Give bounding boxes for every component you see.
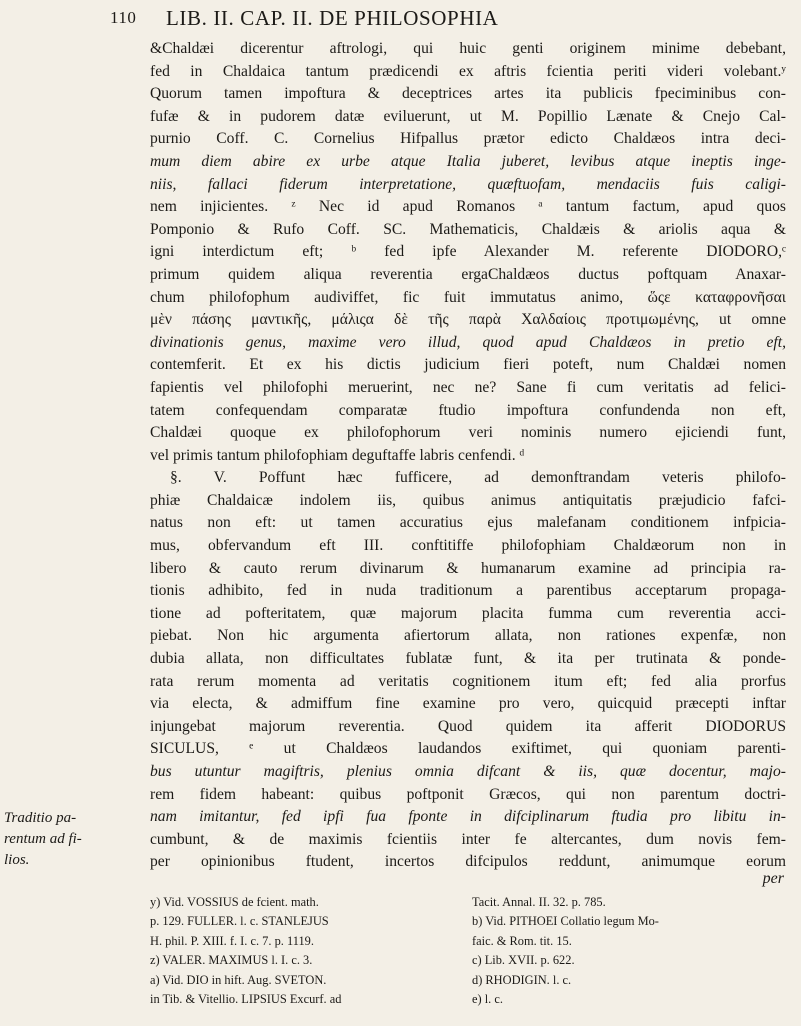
catchword: per	[762, 870, 784, 887]
text-line: contemferit. Et ex his dictis judicium fieri poteft, num Chaldæi nomen	[150, 356, 786, 374]
text-line: libero & cauto rerum divinarum & humanarum examine ad principia ra-	[150, 559, 786, 577]
text-line: divinationis genus, maxime vero illud, quod apud Chaldæos in pretio eft,	[150, 333, 786, 351]
text-line: &Chaldæi dicerentur aftrologi, qui huic genti originem minime debebant,	[150, 40, 786, 57]
text-line: mum diem abire ex urbe atque Italia juberet, levibus atque ineptis inge-	[150, 152, 786, 170]
running-title: LIB. II. CAP. II. DE PHILOSOPHIA	[166, 6, 499, 30]
paragraph-2	[150, 467, 786, 874]
margin-note	[4, 808, 94, 871]
text-line: phiæ Chaldaicæ indolem iis, quibus animus antiquitatis præjudicio fafci-	[150, 491, 786, 509]
text-line: purnio Coff. C. Cornelius Hifpallus prætor edicto Chaldæos intra deci-	[150, 130, 786, 148]
footnote-line: faic. & Rom. tit. 15.	[472, 933, 572, 948]
text-line: via electa, & admiffum fine examine pro vero, quicquid præcepti inftar	[150, 695, 786, 713]
footnote-line: e) l. c.	[472, 992, 503, 1007]
text-line: primum quidem aliqua reverentia ergaChaldæos ductus poftquam Anaxar-	[150, 265, 786, 283]
footnotes-right-column	[472, 893, 788, 1009]
text-line: Pomponio & Rufo Coff. SC. Mathematicis, Chaldæis & ariolis aqua &	[150, 220, 786, 238]
text-line: fed in Chaldaica tantum prædicendi ex aftris fcientia periti videri volebant.ʸ	[150, 62, 786, 80]
text-line: Chaldæi quoque ex philofophorum veri nominis numero ejiciendi funt,	[150, 424, 786, 442]
footnote-line: z) VALER. MAXIMUS l. I. c. 3.	[150, 953, 313, 968]
margin-note-line: rentum ad fi-	[4, 831, 82, 847]
text-line: igni interdictum eft; ᵇ fed ipfe Alexander M. referente DIODORO,ᶜ	[150, 243, 786, 261]
text-line: niis, fallaci fiderum interpretatione, quæftuofam, mendaciis fuis caligi-	[150, 175, 786, 193]
text-line: piebat. Non hic argumenta afiertorum allata, non rationes expenfæ, non	[150, 627, 786, 645]
text-line: cumbunt, & de maximis fcientiis inter fe altercantes, dum novis fem-	[150, 830, 786, 848]
text-line: rem fidem habeant: quibus poftponit Græcos, qui non parentum doctri-	[150, 785, 786, 803]
footnote-line: a) Vid. DIO in hift. Aug. SVETON.	[150, 972, 327, 987]
footnote-line: p. 129. FULLER. l. c. STANLEJUS	[150, 914, 329, 929]
text-line: μὲν πάσης μαντικῆς, μάλιςα δὲ τῆς παρὰ Χαλδαίοις πρoτιμωμένης, ut omne	[150, 311, 786, 329]
footnote-line: y) Vid. VOSSIUS de fcient. math.	[150, 895, 319, 909]
text-line: vel primis tantum philofophiam deguftaffe labris cenfendi. ᵈ	[150, 446, 525, 464]
text-line: §. V. Poffunt hæc fufficere, ad demonftrandam veteris philofo-	[170, 469, 786, 487]
page-number: 110	[110, 8, 137, 27]
text-line: dubia allata, non difficultates fublatæ funt, & ita per trutinata & ponde-	[150, 650, 786, 668]
text-line: tione ad pofteritatem, quæ majorum placita fumma cum reverentia acci-	[150, 604, 786, 622]
margin-note-line: Traditio pa-	[4, 810, 77, 826]
text-line: SICULUS, ᵉ ut Chaldæos laudandos exiftimet, qui quoniam parenti-	[150, 740, 786, 758]
text-line: Quorum tamen impoftura & deceptrices artes ita publicis fpeciminibus con-	[150, 85, 786, 103]
text-line: nam imitantur, fed ipfi fua fponte in difciplinarum ftudia pro libitu in-	[150, 808, 786, 826]
footnotes-left-column	[150, 893, 466, 1009]
margin-note-line: lios.	[4, 852, 30, 868]
text-line: fufæ & in pudorem datæ eviluerunt, ut M. Popillio Lænate & Cnejo Cal-	[150, 107, 786, 125]
text-line: fapientis vel philofophi meruerint, nec ne? Sane fi cum veritatis ad felici-	[150, 378, 786, 396]
footnote-line: Tacit. Annal. II. 32. p. 785.	[472, 895, 606, 909]
paragraph-1	[150, 38, 786, 467]
text-line: natus non eft: ut tamen accuratius ejus malefanam conditionem infpicia-	[150, 514, 786, 532]
text-line: injungebat majorum reverentia. Quod quidem ita afferit DIODORUS	[150, 717, 786, 735]
text-line: rata rerum momenta ad veritatis cognitionem itum eft; fed alia prorfus	[150, 672, 786, 690]
text-line: nem injicientes. ᶻ Nec id apud Romanos ᵃ tantum factum, apud quos	[150, 198, 786, 216]
main-text	[150, 38, 786, 874]
footnote-line: b) Vid. PITHOEI Collatio legum Mo-	[472, 914, 659, 929]
text-line: mus, obfervandum eft III. conftitiffe philofophiam Chaldæorum non in	[150, 537, 786, 555]
footnote-line: d) RHODIGIN. l. c.	[472, 972, 572, 987]
text-line: bus utuntur magiftris, plenius omnia difcant & iis, quæ docentur, majo-	[150, 763, 786, 780]
text-line: tionis adhibito, fed in nuda traditionum a parentibus acceptarum propaga-	[150, 582, 786, 600]
text-line: chum philofophum audiviffet, fic fuit immutatus animo, ὥςε καταφρονῆσαι	[150, 288, 786, 306]
footnote-line: H. phil. P. XIII. f. I. c. 7. p. 1119.	[150, 933, 314, 948]
footnote-line: in Tib. & Vitellio. LIPSIUS Excurf. ad	[150, 992, 342, 1007]
footnote-line: c) Lib. XVII. p. 622.	[472, 953, 575, 968]
text-line: per opinionibus ftudent, incertos difcipulos reddunt, animumque eorum	[150, 853, 786, 871]
text-line: tatem confequendam comparatæ ftudio impoftura confundenda non eft,	[150, 401, 786, 419]
running-header	[110, 4, 786, 32]
